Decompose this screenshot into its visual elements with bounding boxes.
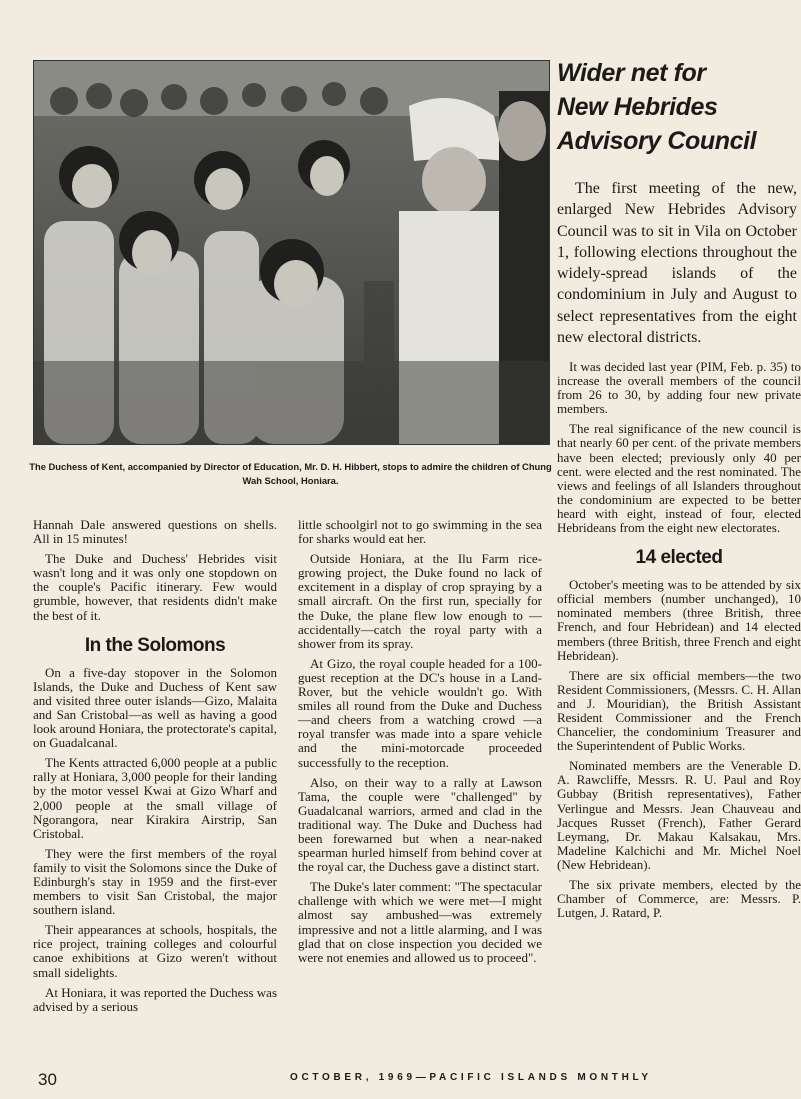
body-paragraph: October's meeting was to be attended by six official members (number unchanged), 10 nominated members (three British, three French, and four Hebridean) and 14 elected members (three British, three French and eight Hebridean).	[557, 577, 801, 663]
photo-caption: The Duchess of Kent, accompanied by Director of Education, Mr. D. H. Hibbert, stops to admire the children of Chung Wah School, Honiara.	[29, 461, 552, 486]
body-paragraph: The real significance of the new council is that nearly 60 per cent. of the private members have been elected; previously only 40 per cent. were elected and the rest nominated. The views and feelings of all Islanders throughout the condominium are expected to be better heard with eight, instead of four, elected Hebrideans from the eight new electorates.	[557, 421, 801, 536]
column-2	[298, 518, 542, 971]
subhead-14-elected: 14 elected	[635, 547, 723, 569]
article-photo	[33, 60, 550, 445]
body-paragraph: On a five-day stopover in the Solomon Islands, the Duke and Duchess of Kent saw and visited three outer islands—Gizo, Malaita and San Cristobal—as well as having a good look around Honiara, the protectorate's capital, on Guadalcanal.	[33, 664, 277, 751]
body-paragraph: Nominated members are the Venerable D. A. Rawcliffe, Messrs. R. U. Paul and Roy Gubbay (British representatives), Father Verlingue and Messrs. Jean Chauveau and Jacques Russet (French), Father Gerard Leymang, Dr. Makau Kalsakau, Mrs. Madeline Kalchichi and Mr. Michel Noel (New Hebridean).	[557, 758, 801, 872]
body-paragraph: Their appearances at schools, hospitals, the rice project, training colleges and colourful canoe exhibitions at Gizo weren't without small sidelights.	[33, 922, 277, 980]
body-paragraph: It was decided last year (PIM, Feb. p. 35) to increase the overall members of the council from 26 to 30, by adding four new private members.	[557, 359, 801, 417]
body-paragraph: The Duke's later comment: "The spectacular challenge with which we were met—I might almost say ambushed—was extremely impressive and not a little alarming, and I was glad that on close inspection you decided we were not enemies and allowed us to proceed".	[298, 879, 542, 965]
body-paragraph: They were the first members of the royal family to visit the Solomons since the Duke of Edinburgh's stay in 1959 and the first-ever members to visit San Cristobal, the major southern island.	[33, 845, 277, 918]
column-3	[557, 360, 801, 926]
subhead-solomons: In the Solomons	[84, 634, 226, 656]
body-paragraph: At Gizo, the royal couple headed for a 100-guest reception at the DC's house in a Land-Rover, but the vehicle wouldn't go. With smiles all round from the Duke and Duchess—and cheers from a watching crowd —a royal transfer was made into a spare vehicle and the mini-motorcade proceeded successfully to the reception.	[298, 655, 542, 770]
body-paragraph: The Duke and Duchess' Hebrides visit wasn't long and it was only one stopdown on the couple's Pacific itinerary. Few would grumble, however, that residents didn't make the best of it.	[33, 551, 277, 623]
body-paragraph: Also, on their way to a rally at Lawson Tama, the couple were "challenged" by Guadalcanal warriors, armed and clad in the traditional way. The Duke and Duchess had been forewarned but when a near-naked spearman hurled himself from behind cover at the royal car, the Duchess gave a distinct start.	[298, 774, 542, 875]
body-paragraph: Outside Honiara, at the Ilu Farm rice-growing project, the Duke found no lack of excitement in a display of crop spraying by a small aircraft. On the first run, specially for the Duke, the plane flew low enough to —accidentally—catch the royal party with a shower from its spray.	[298, 551, 542, 651]
intro-paragraph: The first meeting of the new, enlarged New Hebrides Advisory Council was to sit in Vila on October 1, following elections throughout the widely-spread islands of the condominium in July and August to select representatives from the eight new electoral districts.	[557, 180, 797, 347]
headline-line-2: New Hebrides	[557, 93, 718, 121]
running-footer: OCTOBER, 1969—PACIFIC ISLANDS MONTHLY	[290, 1072, 652, 1083]
body-paragraph: The six private members, elected by the Chamber of Commerce, are: Messrs. P. Lutgen, J. Ratard, P.	[557, 877, 801, 921]
body-paragraph: The Kents attracted 6,000 people at a public rally at Honiara, 3,000 people for their landing by the motor vessel Kwai at Gizo Wharf and 2,000 people at the small village of Ngorangora, near Kirakira Airstrip, San Cristobal.	[33, 755, 277, 841]
body-paragraph: little schoolgirl not to go swimming in the sea for sharks would eat her.	[298, 517, 542, 547]
headline	[557, 56, 792, 158]
headline-line-3: Advisory Council	[557, 127, 757, 155]
body-paragraph: At Honiara, it was reported the Duchess was advised by a serious	[33, 984, 277, 1014]
page-number: 30	[38, 1070, 57, 1089]
body-paragraph: Hannah Dale answered questions on shells. All in 15 minutes!	[33, 517, 277, 547]
body-paragraph: There are six official members—the two Resident Commissioners, (Messrs. C. H. Allan and J. Mouridian), the British Assistant Resident Commissioner and the French Chancelier, the condominium Treasurer and the Superintendent of Public Works.	[557, 667, 801, 754]
headline-line-1: Wider net for	[557, 59, 706, 87]
column-1	[33, 518, 277, 1020]
